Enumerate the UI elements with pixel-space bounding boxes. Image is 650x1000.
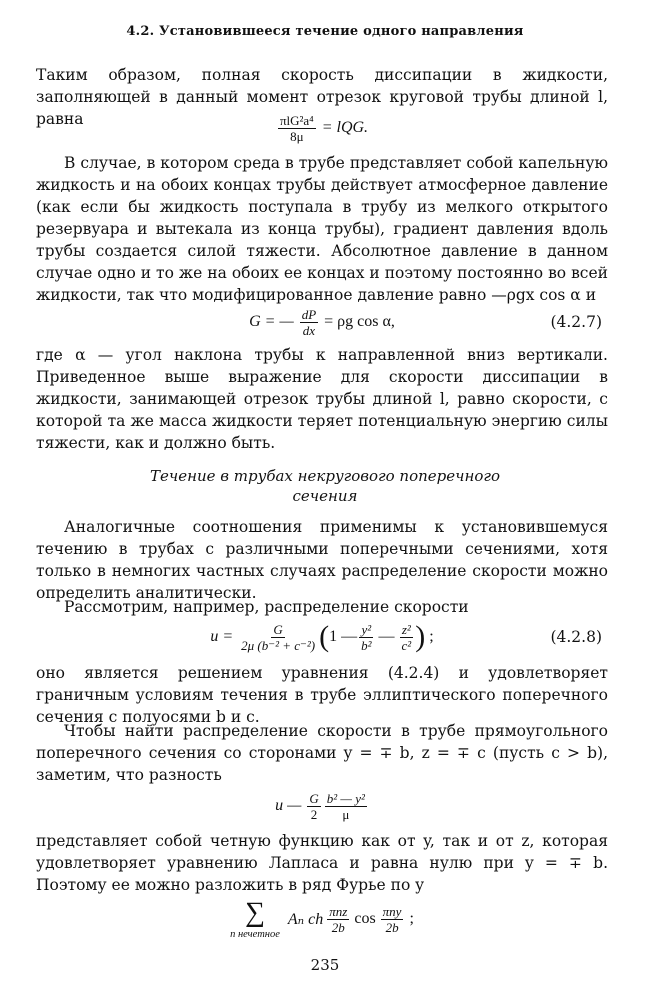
fraction [400, 622, 414, 653]
equation-fourier-series [36, 894, 608, 944]
paragraph-rectangular-section [36, 720, 608, 786]
fraction [325, 791, 367, 822]
fraction-numerator: πny [382, 903, 402, 919]
summation-symbol: ∑ [245, 896, 265, 928]
paragraph-elliptic-solution [36, 662, 608, 728]
equation-one-minus: 1 — [329, 628, 358, 645]
fraction-denominator: 2 [310, 806, 318, 822]
paragraph-fourier-expansion [36, 830, 608, 896]
paragraph-gravity-gradient [36, 152, 608, 306]
subsection-title-line1: Течение в трубах некругового поперечного [150, 467, 500, 485]
equation-4-2-7 [36, 302, 608, 342]
paragraph-analogous-relations [36, 516, 608, 604]
fraction [300, 307, 318, 338]
fraction [327, 904, 349, 935]
equation-minus: — [378, 628, 395, 645]
equation-label: (4.2.8) [550, 628, 602, 646]
equation-lhs: u = [210, 628, 234, 645]
equation-label: (4.2.7) [550, 313, 602, 331]
paragraph-text: В случае, в котором среда в трубе представляет собой капельную жидкость и на обоих концах трубы действует атмосферное давление (как если бы жидкость поступала в трубу из мелкого открытого резервуара и вытекала из конца трубы), градиент давления вдоль трубы создается силой тяжести. Абсолютное давление в данном случае одно и то же на обоих ее концах и поэтому постоянно во всей жидкости, так что модифицированное давление равно —ρgx cos α и [36, 154, 608, 304]
paragraph-alpha-definition [36, 344, 608, 454]
summation-subscript: n нечетное [230, 928, 280, 940]
equation-tail: ; [429, 628, 434, 645]
fraction-denominator: 2b [385, 919, 399, 935]
fraction-denominator: μ [342, 806, 350, 822]
fraction-numerator: G [309, 790, 319, 806]
fraction-numerator: y² [361, 621, 372, 637]
equation-term: Aₙ ch [287, 911, 324, 928]
fraction-denominator: 2b [331, 919, 345, 935]
fraction-denominator: b² [361, 637, 372, 653]
paragraph-text: представляет собой четную функцию как от y, так и от z, которая удовлетворяет уравнению Лапласа и равна нулю при y = ∓ b. Поэтому ее можно разложить в ряд Фурье по y [36, 832, 608, 894]
subsection-title-line2: сечения [292, 487, 358, 505]
summation [230, 896, 280, 940]
paragraph-text: где α — угол наклона трубы к направленной вниз вертикали. Приведенное выше выражение для скорости диссипации в жидкости, занимающей отрезок трубы длиной l, равно скорости, с которой та же масса жидкости теряет потенциальную энергию силы тяжести, как и должно быть. [36, 346, 608, 452]
paragraph-text: Аналогичные соотношения применимы к установившемуся течению в трубах с различными поперечными сечениями, хотя только в немногих частных случаях распределение скорости можно определить аналитически. [36, 518, 608, 602]
paragraph-text: оно является решением уравнения (4.2.4) и удовлетворяет граничным условиям течения в трубе эллиптического поперечного сечения с полуосями b и c. [36, 664, 608, 726]
fraction [381, 904, 404, 935]
equation-dissipation [36, 108, 608, 148]
paragraph-text: Чтобы найти распределение скорости в трубе прямоугольного поперечного сечения со сторонами y = ∓ b, z = ∓ c (пусть c > b), заметим, что разность [36, 722, 608, 784]
equation-cos: cos [354, 910, 376, 927]
fraction-numerator: G [273, 621, 283, 637]
equation-rhs: = ρg cos α, [324, 313, 395, 330]
fraction-denominator: c² [401, 637, 412, 653]
fraction [278, 113, 316, 144]
fraction [307, 791, 320, 822]
fraction-denominator: 8μ [290, 128, 304, 144]
fraction-denominator: dx [302, 322, 316, 338]
equation-lhs: G = — [249, 313, 294, 330]
running-header: 4.2. Установившееся течение одного направления [126, 24, 524, 39]
fraction-numerator: z² [401, 621, 411, 637]
fraction-numerator: dP [301, 306, 317, 322]
fraction-numerator: πnz [329, 903, 348, 919]
page-number: 235 [310, 956, 340, 974]
equation-lhs: u — [275, 797, 302, 814]
equation-tail: ; [409, 910, 414, 927]
equation-4-2-8 [36, 614, 608, 660]
paragraph-text: Таким образом, полная скорость диссипации в жидкости, заполняющей в данный момент отрезок круговой трубы длиной l, равна [36, 66, 608, 128]
fraction-numerator: b² — y² [326, 790, 365, 806]
fraction-numerator: πlG²a⁴ [279, 112, 314, 128]
equation-rhs: = lQG. [321, 119, 369, 136]
equation-difference [36, 784, 608, 828]
paragraph-text: Рассмотрим, например, распределение скорости [64, 598, 469, 616]
fraction [359, 622, 373, 653]
fraction [239, 622, 317, 653]
open-paren: ( [319, 620, 330, 653]
close-paren: ) [415, 620, 426, 653]
fraction-denominator: 2μ (b⁻² + c⁻²) [241, 637, 316, 653]
